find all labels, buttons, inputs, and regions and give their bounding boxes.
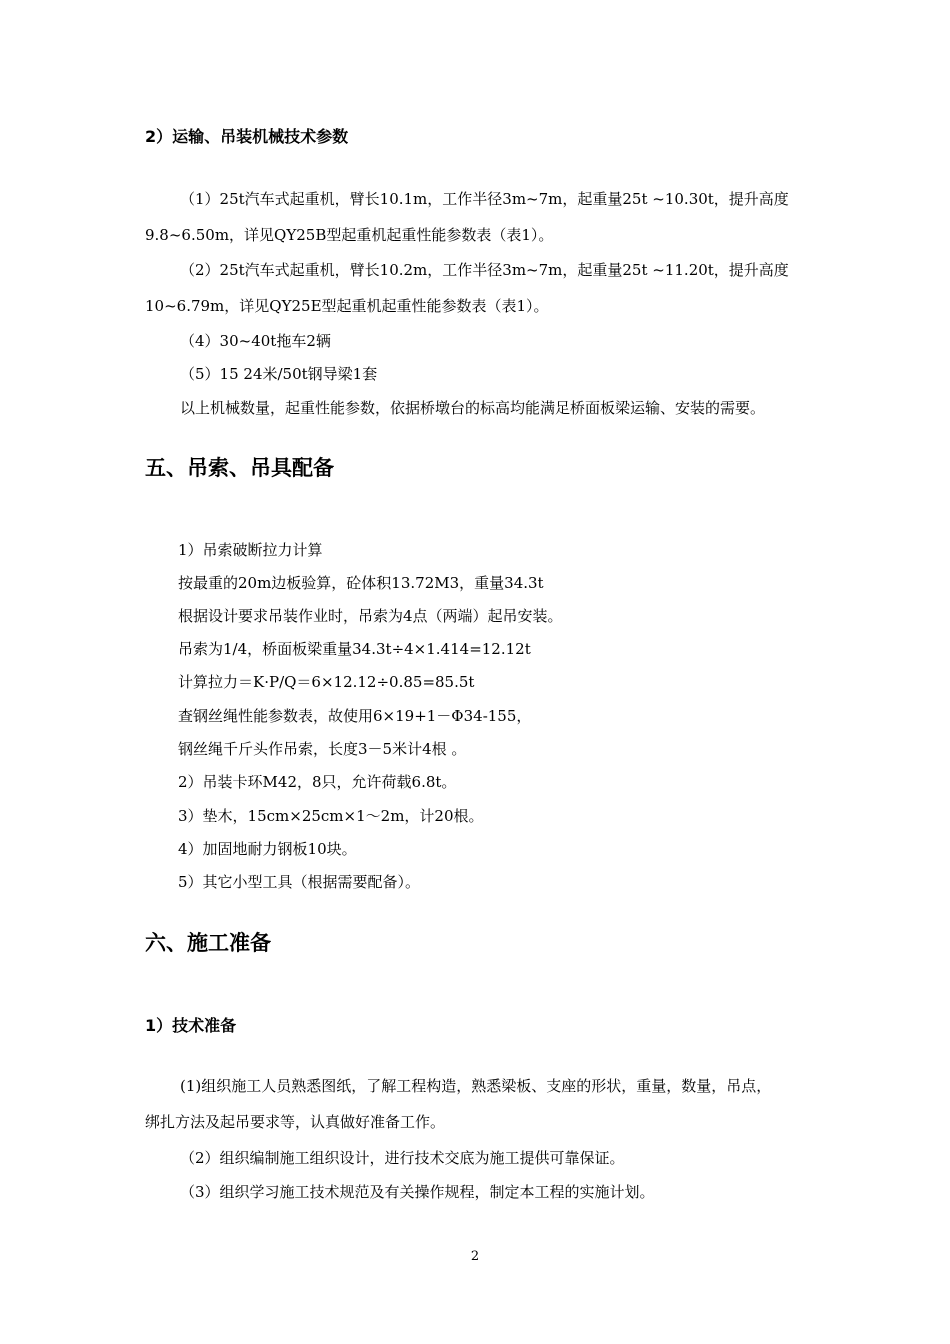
list-item-prep-3: （3）组织学习施工技术规范及有关操作规程，制定本工程的实施计划。 [180,1183,655,1201]
rigging-line: 根据设计要求吊装作业时，吊索为4点（两端）起吊安装。 [178,607,563,625]
paragraph-crane-2-line-1: （2）25t汽车式起重机，臂长10.2m，工作半径3m~7m，起重量25t ~11.20t，提升高度 [180,261,789,279]
rigging-line: 4）加固地耐力钢板10块。 [178,840,357,858]
rigging-line: 钢丝绳千斤头作吊索，长度3－5米计4根 。 [178,740,467,758]
section-heading-transport: 2）运输、吊装机械技术参数 [145,127,349,146]
paragraph-crane-2-line-2: 10~6.79m，详见QY25E型起重机起重性能参数表（表1）。 [145,297,549,315]
list-item-trailer: （4）30~40t拖车2辆 [180,332,331,350]
list-item-prep-2: （2）组织编制施工组织设计，进行技术交底为施工提供可靠保证。 [180,1149,625,1167]
paragraph-crane-1-line-2: 9.8~6.50m，详见QY25B型起重机起重性能参数表（表1）。 [145,226,554,244]
rigging-line: 3）垫木，15cm×25cm×1～2m，计20根。 [178,807,484,825]
rigging-line: 1）吊索破断拉力计算 [178,541,323,559]
rigging-line: 5）其它小型工具（根据需要配备）。 [178,873,421,891]
rigging-line: 吊索为1/4，桥面板梁重量34.3t÷4×1.414=12.12t [178,640,531,658]
section-heading-preparation: 六、施工准备 [145,931,271,955]
paragraph-summary: 以上机械数量，起重性能参数，依据桥墩台的标高均能满足桥面板梁运输、安装的需要。 [180,399,766,417]
subsection-heading-technical: 1）技术准备 [145,1016,237,1035]
paragraph-prep-1-line-1: (1)组织施工人员熟悉图纸，了解工程构造，熟悉梁板、支座的形状，重量，数量，吊点， [180,1077,772,1095]
rigging-line: 计算拉力＝K·P/Q＝6×12.12÷0.85=85.5t [178,673,475,691]
rigging-line: 按最重的20m边板验算，砼体积13.72M3，重量34.3t [178,574,544,592]
paragraph-crane-1-line-1: （1）25t汽车式起重机，臂长10.1m，工作半径3m~7m，起重量25t ~10.30t，提升高度 [180,190,789,208]
paragraph-prep-1-line-2: 绑扎方法及起吊要求等，认真做好准备工作。 [145,1113,446,1131]
section-heading-rigging: 五、吊索、吊具配备 [145,456,334,480]
page-number: 2 [470,1249,480,1264]
list-item-steel-guide-beam: （5）15 24米/50t钢导梁1套 [180,365,378,383]
rigging-line: 查钢丝绳性能参数表，故使用6×19+1－Φ34-155， [178,707,532,725]
rigging-line: 2）吊装卡环M42，8只，允许荷载6.8t。 [178,773,457,791]
